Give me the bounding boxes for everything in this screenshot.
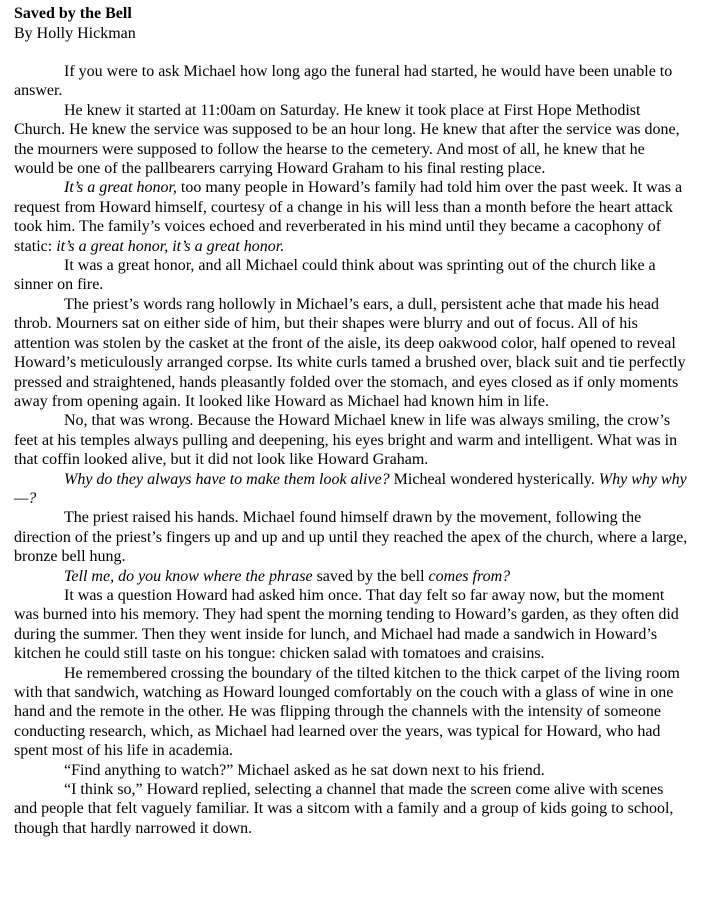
text-run: He knew it started at 11:00am on Saturday. He knew it took place at First Hope Methodist Church. He knew the service was supposed to be an hour long. He knew that after the service was done, the mourners were supposed to follow the hearse to the cemetery. And most of all, he knew that he would be one of the pallbearers carrying Howard Graham to his final resting place. (14, 101, 680, 178)
paragraph (14, 586, 688, 664)
italic-text: it’s a great honor, it’s a great honor. (56, 237, 285, 255)
text-run: saved by the bell (312, 567, 429, 585)
story-body (14, 62, 688, 838)
paragraph (14, 780, 688, 838)
text-run: It was a great honor, and all Michael could think about was sprinting out of the church like a sinner on fire. (14, 257, 656, 294)
italic-text: comes from? (428, 567, 511, 585)
italic-text: Why do they always have to make them look alive? (64, 470, 390, 488)
paragraph (14, 101, 688, 179)
paragraph (14, 295, 688, 411)
text-run: too many people in Howard’s family had told him over the past week. It was a request from Howard himself, courtesy of a change in his will less than a month before the heart attack took him. The family’s voices echoed and reverberated in his mind until they became a cacophony of static: (14, 179, 683, 255)
author-byline: By Holly Hickman (14, 24, 136, 42)
paragraph (14, 62, 688, 101)
paragraph (14, 411, 688, 469)
paragraph (14, 178, 688, 256)
paragraph (14, 470, 688, 509)
paragraph (14, 256, 688, 295)
paragraph (14, 508, 688, 566)
story-title: Saved by the Bell (14, 5, 132, 22)
italic-text: Why why why—? (14, 470, 687, 507)
text-run: It was a question Howard had asked him once. That day felt so far away now, but the moment was burned into his memory. They had spent the morning tending to Howard’s garden, as they often did during the summer. Then they went inside for lunch, and Michael had made a sandwich in Howard’s kitchen he could still taste on his tongue: chicken salad with tomatoes and craisins. (14, 586, 679, 663)
text-run: The priest’s words rang hollowly in Michael’s ears, a dull, persistent ache that made his head throb. Mourners sat on either side of him, but their shapes were blurry and out of focus. All of his attention was stolen by the casket at the front of the aisle, its deep oakwood color, half opened to reveal Howard’s meticulously arranged corpse. Its white curls tamed a brushed over, black suit and tie perfectly pressed and straightened, hands pleasantly folded over the stomach, and eyes closed as if only moments away from opening again. It looked like Howard as Michael had known him in life. (14, 295, 686, 410)
italic-text: Tell me, do you know where the phrase (64, 567, 313, 585)
text-run: The priest raised his hands. Michael found himself drawn by the movement, following the direction of the priest’s fingers up and up and up until they reached the apex of the church, where a large, bronze bell hung. (14, 509, 688, 566)
paragraph (14, 664, 688, 761)
text-run: No, that was wrong. Because the Howard Michael knew in life was always smiling, the crow’s feet at his temples always pulling and deepening, his eyes bright and warm and intelligent. What was in that coffin looked alive, but it did not look like Howard Graham. (14, 412, 678, 469)
text-run: If you were to ask Michael how long ago the funeral had started, he would have been unable to answer. (14, 63, 673, 100)
paragraph (14, 761, 688, 780)
text-run: Micheal wondered hysterically. (389, 470, 599, 488)
paragraph (14, 567, 688, 586)
text-run: “I think so,” Howard replied, selecting a channel that made the screen come alive with scenes and people that felt vaguely familiar. It was a sitcom with a family and a group of kids going to school, though that hardly narrowed it down. (14, 781, 674, 837)
text-run: He remembered crossing the boundary of the tilted kitchen to the thick carpet of the living room with that sandwich, watching as Howard lounged comfortably on the couch with a glass of wine in one hand and the remote in the other. He was flipping through the channels with the intensity of someone conducting research, which, as Michael had learned over the years, was typical for Howard, who had spent most of his life in academia. (14, 664, 680, 760)
italic-text: It’s a great honor, (64, 179, 177, 197)
text-run: “Find anything to watch?” Michael asked as he sat down next to his friend. (64, 761, 545, 779)
